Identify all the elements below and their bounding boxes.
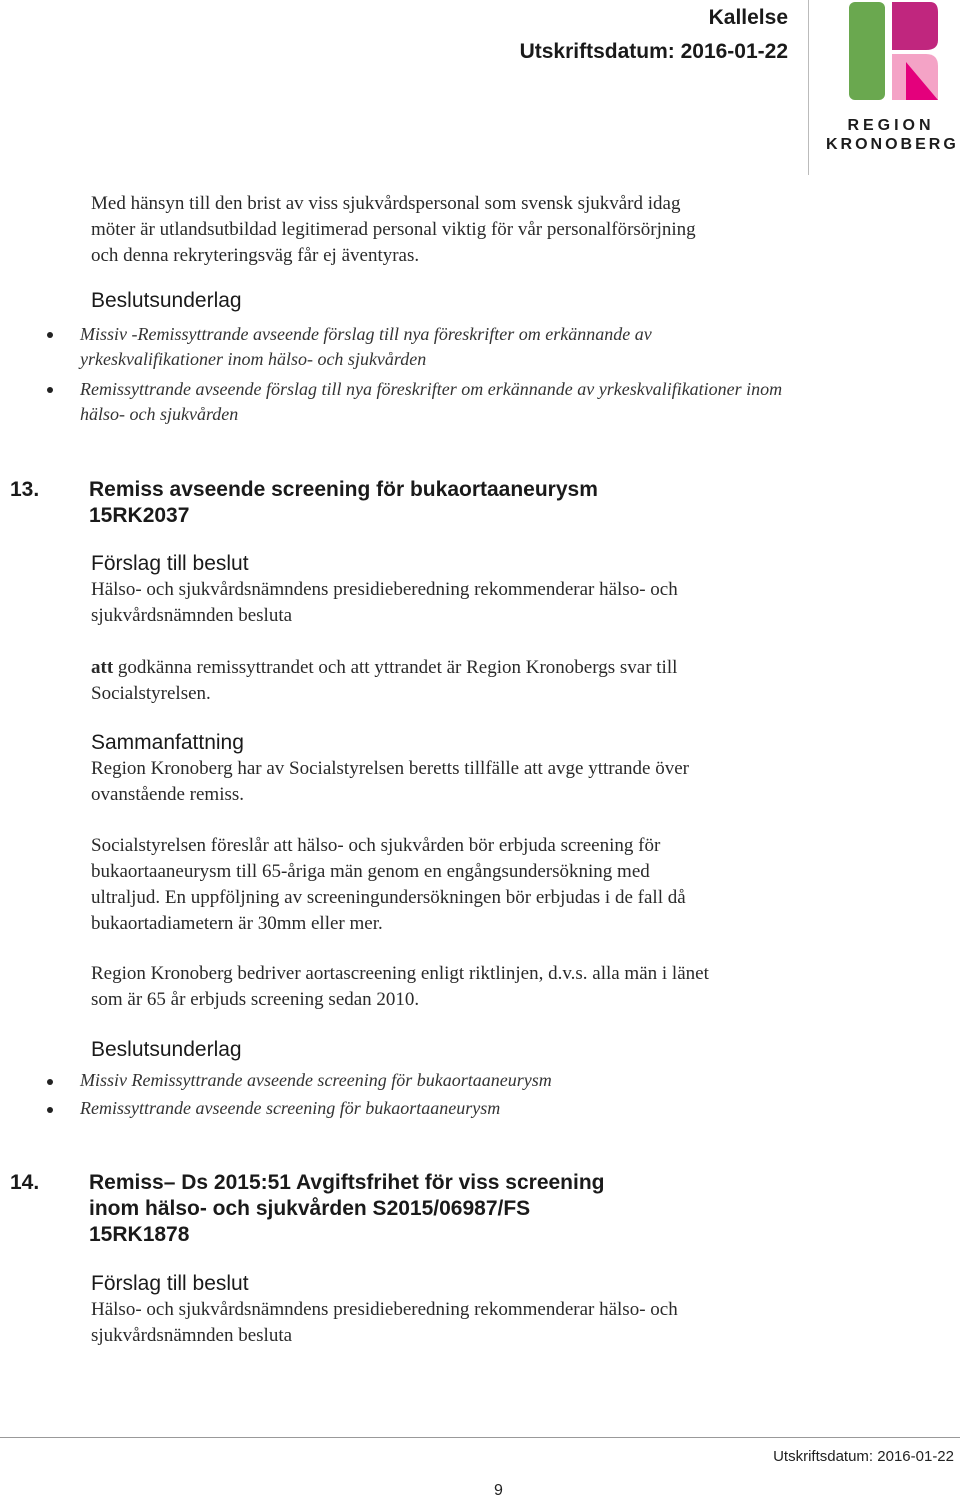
text-line: som är 65 år erbjuds screening sedan 2010. <box>91 989 420 1010</box>
text-line: ovanstående remiss. <box>91 784 245 805</box>
text-line: Region Kronoberg har av Socialstyrelsen beretts tillfälle att avge yttrande över <box>91 758 689 779</box>
item-13-proposal-heading: Förslag till beslut <box>91 552 249 575</box>
footer-divider <box>0 1437 960 1438</box>
text-line: Socialstyrelsen. <box>91 683 211 704</box>
bullet-dot <box>47 387 53 393</box>
basis-item-2 <box>80 377 782 427</box>
title-line: Remiss– Ds 2015:51 Avgiftsfrihet för viss screening <box>89 1171 605 1194</box>
logo-green-bar <box>849 2 885 100</box>
item-13-summary-heading: Sammanfattning <box>91 731 244 754</box>
footer-print-date: Utskriftsdatum: 2016-01-22 <box>773 1448 954 1465</box>
intro-line: möter är utlandsutbildad legitimerad personal viktig för vår personalförsörjning <box>91 219 696 240</box>
text-line <box>91 655 677 681</box>
item-13-proposal-text <box>91 577 678 629</box>
decision-text: godkänna remissyttrandet och att yttrandet är Region Kronobergs svar till <box>113 657 678 678</box>
text-line: sjukvårdsnämnden besluta <box>91 1325 293 1346</box>
basis-item-line: Missiv -Remissyttrande avseende förslag till nya föreskrifter om erkännande av <box>80 324 652 344</box>
basis-item-line: Remissyttrande avseende förslag till nya föreskrifter om erkännande av yrkeskvalifikationer inom <box>80 379 783 399</box>
att-keyword: att <box>91 657 114 678</box>
logo-text-kronoberg: KRONOBERG <box>826 136 959 153</box>
text-line: Region Kronoberg bedriver aortascreening enligt riktlinjen, d.v.s. alla män i länet <box>91 963 709 984</box>
item-14-reference: 15RK1878 <box>89 1223 190 1246</box>
basis-item-1 <box>80 322 652 372</box>
item-13-basis-1: Missiv Remissyttrande avseende screening för bukaortaaneurysm <box>80 1070 552 1090</box>
item-13-summary-p1 <box>91 756 689 808</box>
header-divider <box>808 0 809 175</box>
item-13-decision <box>91 655 677 707</box>
item-14-title <box>89 1170 605 1248</box>
intro-line: Med hänsyn till den brist av viss sjukvårdspersonal som svensk sjukvård idag <box>91 193 681 214</box>
bullet-dot <box>47 1107 53 1113</box>
intro-line: och denna rekryteringsväg får ej äventyras. <box>91 245 420 266</box>
item-13-summary-p3 <box>91 961 709 1013</box>
text-line: Hälso- och sjukvårdsnämndens presidieberedning rekommenderar hälso- och <box>91 1299 678 1320</box>
basis-item-line: yrkeskvalifikationer inom hälso- och sjukvården <box>80 349 427 369</box>
text-line: bukaortaaneurysm till 65-åriga män genom en engångsundersökning med <box>91 861 650 882</box>
text-line: bukaortadiametern är 30mm eller mer. <box>91 913 383 934</box>
item-13-basis-heading: Beslutsunderlag <box>91 1038 242 1061</box>
text-line: Socialstyrelsen föreslår att hälso- och sjukvården bör erbjuda screening för <box>91 835 661 856</box>
item-14-proposal-heading: Förslag till beslut <box>91 1272 249 1295</box>
item-14-number: 14. <box>10 1171 40 1194</box>
item-13-reference: 15RK2037 <box>89 504 190 527</box>
bullet-dot <box>47 332 53 338</box>
logo-magenta-top <box>892 2 938 50</box>
document-type: Kallelse <box>708 6 788 29</box>
section-heading-beslutsunderlag: Beslutsunderlag <box>91 289 242 312</box>
logo-text-region: REGION <box>847 117 935 134</box>
item-13-summary-p2 <box>91 833 686 937</box>
text-line: Hälso- och sjukvårdsnämndens presidieberedning rekommenderar hälso- och <box>91 579 678 600</box>
intro-paragraph <box>91 191 696 269</box>
text-line: sjukvårdsnämnden besluta <box>91 605 293 626</box>
text-line: ultraljud. En uppföljning av screeningundersökningen bör erbjudas i de fall då <box>91 887 686 908</box>
page-number: 9 <box>494 1482 503 1499</box>
print-date: Utskriftsdatum: 2016-01-22 <box>519 40 788 63</box>
bullet-dot <box>47 1079 53 1085</box>
item-14-proposal-text <box>91 1297 678 1349</box>
title-line: inom hälso- och sjukvården S2015/06987/FS <box>89 1197 531 1220</box>
item-13-number: 13. <box>10 478 40 501</box>
item-13-basis-2: Remissyttrande avseende screening för bukaortaaneurysm <box>80 1098 501 1118</box>
item-13-title: Remiss avseende screening för bukaortaaneurysm <box>89 478 598 501</box>
basis-item-line: hälso- och sjukvården <box>80 404 239 424</box>
